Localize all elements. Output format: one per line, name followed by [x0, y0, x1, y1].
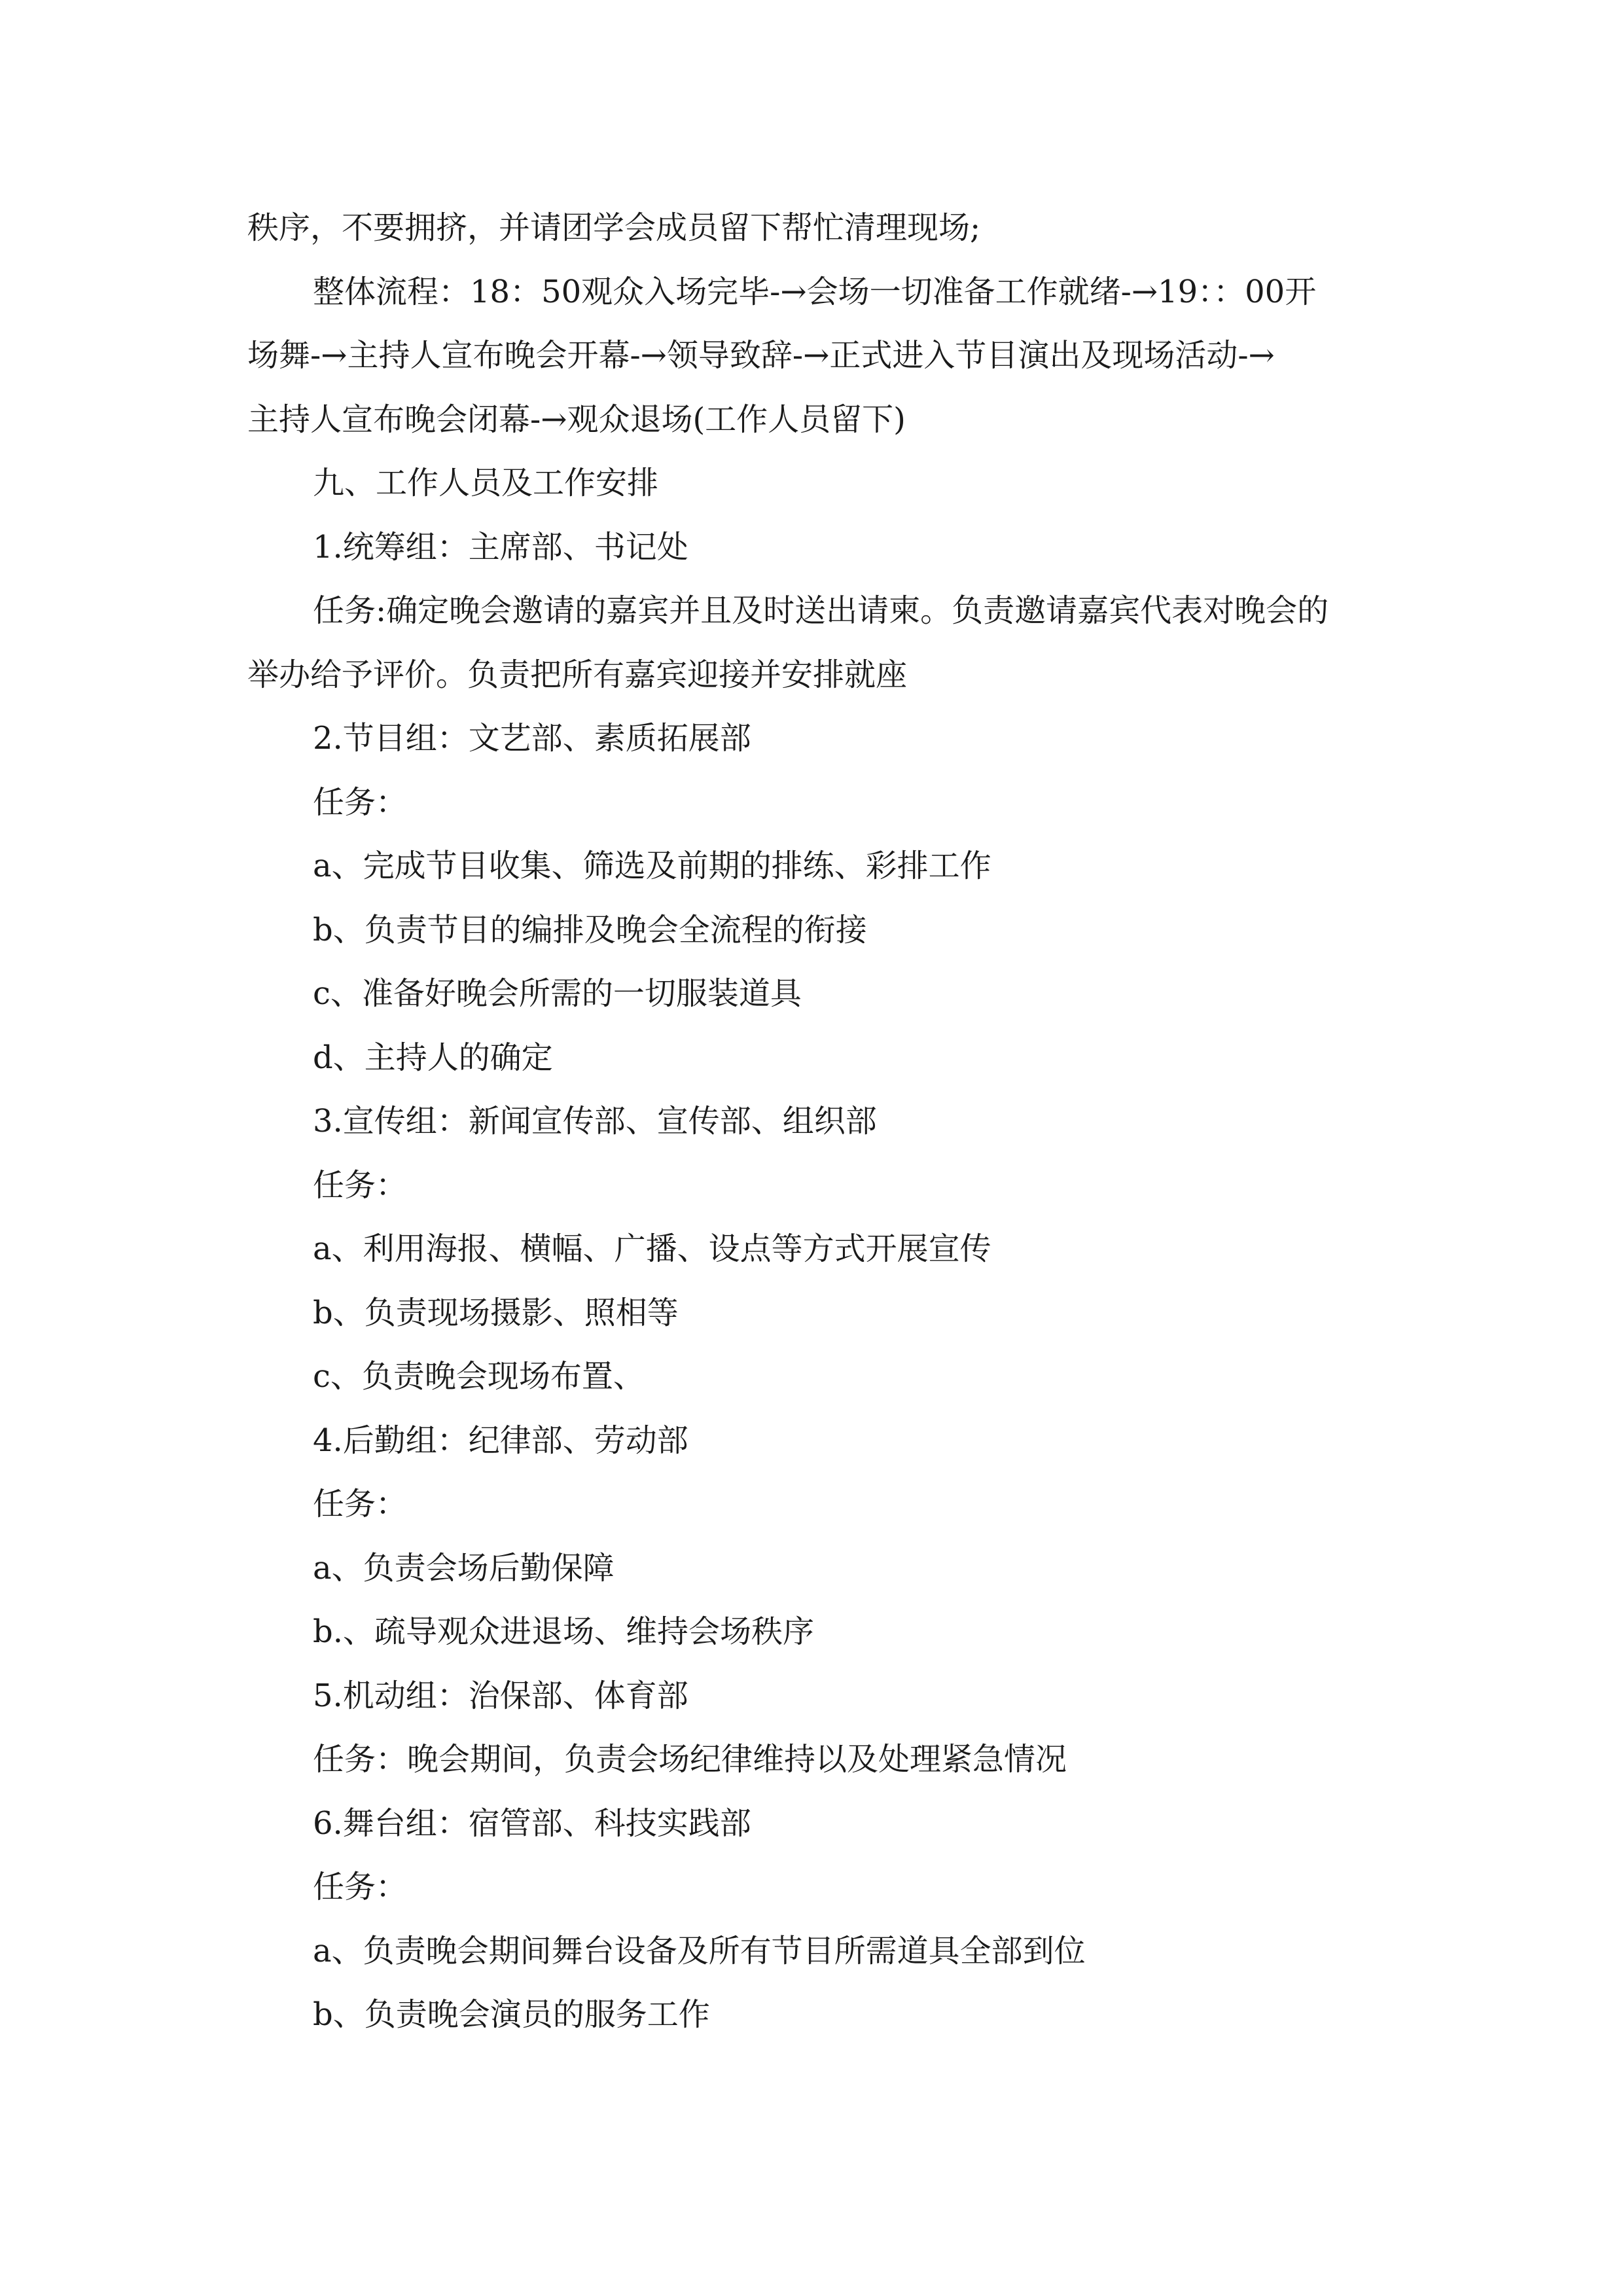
list-item: a、完成节目收集、筛选及前期的排练、彩排工作: [313, 848, 991, 884]
task-label: 任务：: [313, 1869, 408, 1905]
list-item: a、负责晚会期间舞台设备及所有节目所需道具全部到位: [313, 1932, 1086, 1969]
list-item: b、负责现场摄影、照相等: [313, 1294, 679, 1331]
group-heading: 1.统筹组：主席部、书记处: [313, 528, 688, 565]
list-item: c、负责晚会现场布置、: [313, 1358, 645, 1395]
task-label: 任务：: [313, 783, 408, 821]
group-heading: 6.舞台组：宿管部、科技实践部: [313, 1804, 751, 1842]
task-label: 任务：: [313, 1486, 408, 1522]
text-line: 秩序，不要拥挤，并请团学会成员留下帮忙清理现场;: [247, 209, 981, 246]
list-item: a、利用海报、横幅、广播、设点等方式开展宣传: [313, 1230, 991, 1267]
list-item: b、负责晚会演员的服务工作: [313, 1996, 710, 2033]
group-heading: 3.宣传组：新闻宣传部、宣传部、组织部: [313, 1103, 877, 1139]
list-item: b.、疏导观众进退场、维持会场秩序: [313, 1613, 814, 1650]
document-body: [247, 196, 1380, 2047]
text-line: 举办给予评价。负责把所有嘉宾迎接并安排就座: [247, 656, 908, 693]
list-item: b、负责节目的编排及晚会全流程的衔接: [313, 911, 867, 948]
text-line: 主持人宣布晚会闭幕-→观众退场(工作人员留下): [247, 401, 906, 438]
text-line: 场舞-→主持人宣布晚会开幕-→领导致辞-→正式进入节目演出及现场活动-→: [247, 337, 1275, 374]
text-line: 任务：晚会期间，负责会场纪律维持以及处理紧急情况: [313, 1741, 1067, 1778]
text-line: 整体流程：18：50观众入场完毕-→会场一切准备工作就绪-→19：：00开: [313, 273, 1317, 310]
list-item: d、主持人的确定: [313, 1039, 553, 1076]
task-label: 任务：: [313, 1166, 408, 1204]
list-item: c、准备好晚会所需的一切服装道具: [313, 975, 802, 1012]
list-item: a、负责会场后勤保障: [313, 1549, 615, 1587]
group-heading: 4.后勤组：纪律部、劳动部: [313, 1422, 688, 1459]
text-line: 任务:确定晚会邀请的嘉宾并且及时送出请柬。负责邀请嘉宾代表对晚会的: [313, 592, 1329, 629]
group-heading: 5.机动组：治保部、体育部: [313, 1677, 688, 1714]
section-heading: 九、工作人员及工作安排: [313, 465, 659, 501]
group-heading: 2.节目组：文艺部、素质拓展部: [313, 720, 751, 757]
